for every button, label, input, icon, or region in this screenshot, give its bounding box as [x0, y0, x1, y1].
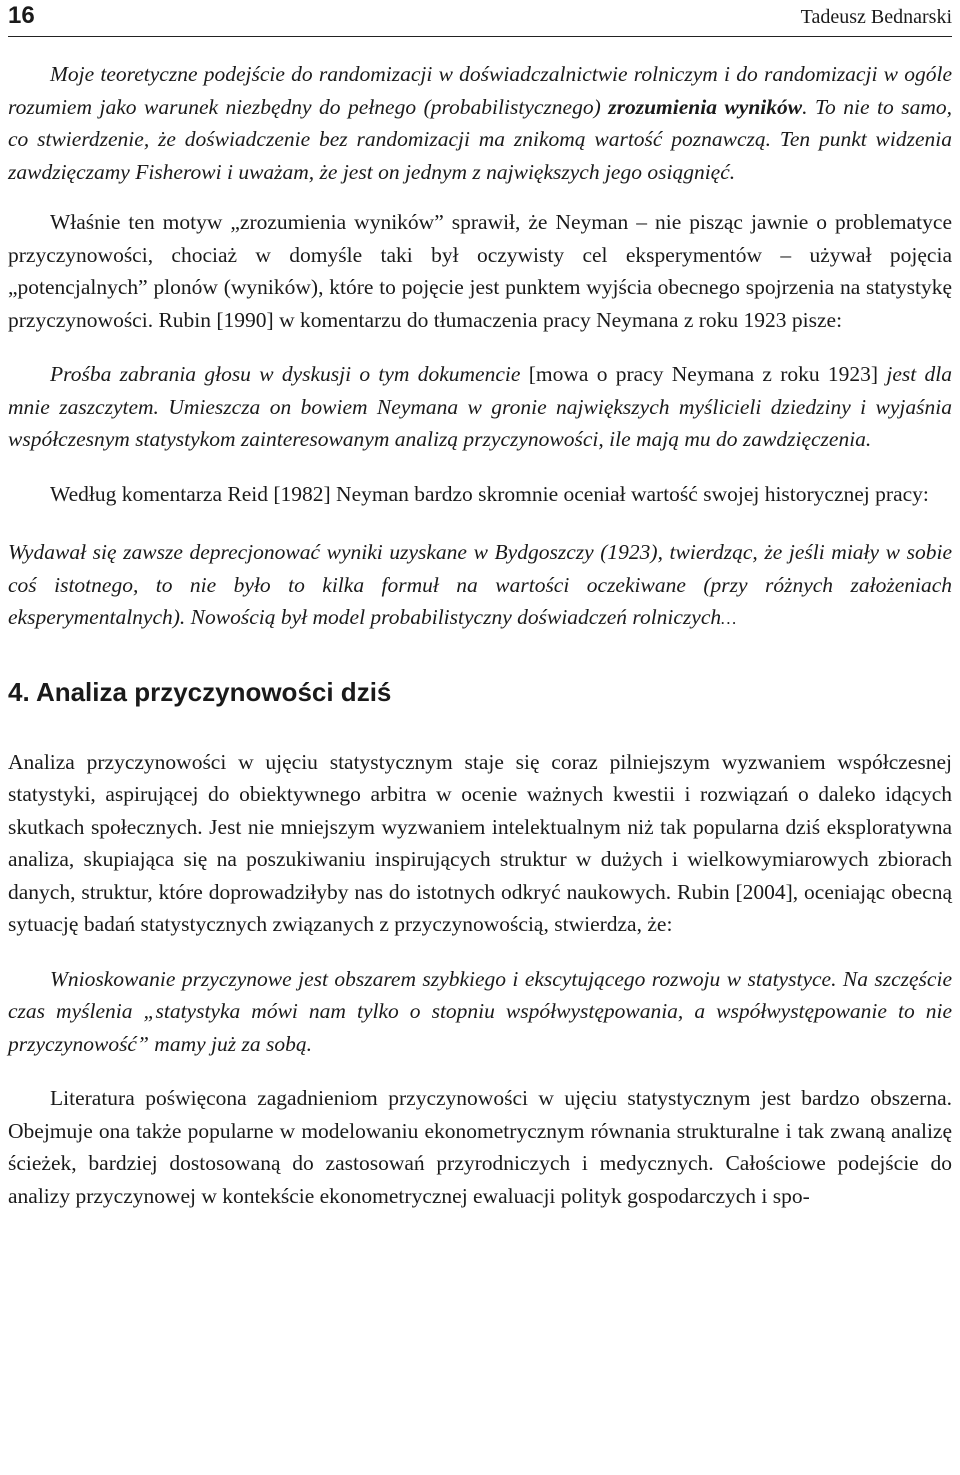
page-number: 16 — [8, 2, 35, 29]
quote-paragraph-rubin-2004: Wnioskowanie przyczynowe jest obszarem szybkiego i ekscytującego rozwoju w statystyce. Na szczęście czas myślenia „statystyka mówi nam tylko o stopniu współwystępowania, a współwystępowanie to nie przyczynowość” mamy już za sobą. — [8, 966, 952, 1056]
quote-paragraph-rubin — [8, 358, 952, 456]
quote-paragraph-reid — [8, 536, 952, 636]
quote-emphasis: zrozumienia wyników — [608, 94, 803, 119]
body-paragraph: Właśnie ten motyw „zrozumienia wyników” sprawił, że Neyman – nie pisząc jawnie o problematyce przyczynowości, chociaż w domyśle taki był oczywisty cel eksperymentów – używał pojęcia „potencjalnych” plonów (wyników), które to pojęcie jest punktem wyjścia obecnego spojrzenia na statystykę przyczynowości. Rubin [1990] w komentarzu do tłumaczenia pracy Neymana z roku 1923 pisze: — [8, 210, 952, 332]
body-paragraph: Według komentarza Reid [1982] Neyman bardzo skromnie oceniał wartość swojej historycznej pracy: — [50, 481, 929, 506]
quote-text: . To nie to samo, co stwierdzenie, że doświadczenie bez randomizacji ma znikomą wartość poznawczą. Ten punkt widzenia zawdzięczamy Fisherowi i uważam, że jest on jednym z największych jego osiągnięć. — [8, 94, 952, 184]
running-header — [8, 0, 952, 37]
quote-paragraph-neyman — [8, 58, 952, 188]
quote-text: Prośba zabrania głosu w dyskusji o tym dokumencie — [50, 362, 521, 386]
quote-ellipsis: … — [721, 609, 737, 628]
body-paragraph: Analiza przyczynowości w ujęciu statystycznym staje się coraz pilniejszym wyzwaniem współczesnej statystyki, aspirującej do obiektywnego arbitra w ocenie ważnych kwestii i rozwiązań o daleko idących skutkach społecznych. Jest nie mniejszym wyzwaniem intelektualnym niż tak popularna dziś eksploratywna analiza, skupiająca się na poszukiwaniu inspirujących struktur w dużych i wielkowymiarowych zbiorach danych, struktur, które doprowadziłyby nas do istotnych odkryć naukowych. Rubin [2004], oceniając obecną sytuację badań statystycznych związanych z przyczynowością, stwierdza, że: — [8, 749, 952, 936]
editorial-insert: [mowa o pracy Neymana z roku 1923] — [520, 362, 887, 386]
section-heading: 4. Analiza przyczynowości dziś — [8, 676, 392, 707]
quote-text: Wydawał się zawsze deprecjonować wyniki uzyskane w Bydgoszczy (1923), twierdząc, że jeśli miały w sobie coś istotnego, to nie było to kilka formuł na wartości oczekiwane (przy różnych założeniach eksperymentalnych). Nowością był model probabilistyczny doświadczeń rolniczych — [8, 540, 952, 629]
quote-text: jest dla mnie zaszczytem. Umieszcza on bowiem Neymana w gronie największych myślicieli dziedziny i wyjaśnia współczesnym statystykom zainteresowanym analizą przyczynowości, ile mają mu do zawdzięczenia. — [8, 362, 952, 451]
body-paragraph: Literatura poświęcona zagadnieniom przyczynowości w ujęciu statystycznym jest bardzo obszerna. Obejmuje ona także popularne w modelowaniu ekonometrycznym równania strukturalne i tak zwaną analizę ścieżek, bardziej dostosowaną do zastosowań przyrodniczych i medycznych. Całościowe podejście do analizy przyczynowej w kontekście ekonometrycznej ewaluacji polityk gospodarczych i spo- — [8, 1086, 952, 1208]
quote-text: Moje teoretyczne podejście do randomizacji w doświadczalnictwie rolniczym i do randomizacji w ogóle rozumiem jako warunek niezbędny do pełnego (probabilistycznego) — [8, 62, 952, 119]
running-head-author: Tadeusz Bednarski — [800, 6, 952, 28]
page-body — [8, 38, 952, 1212]
